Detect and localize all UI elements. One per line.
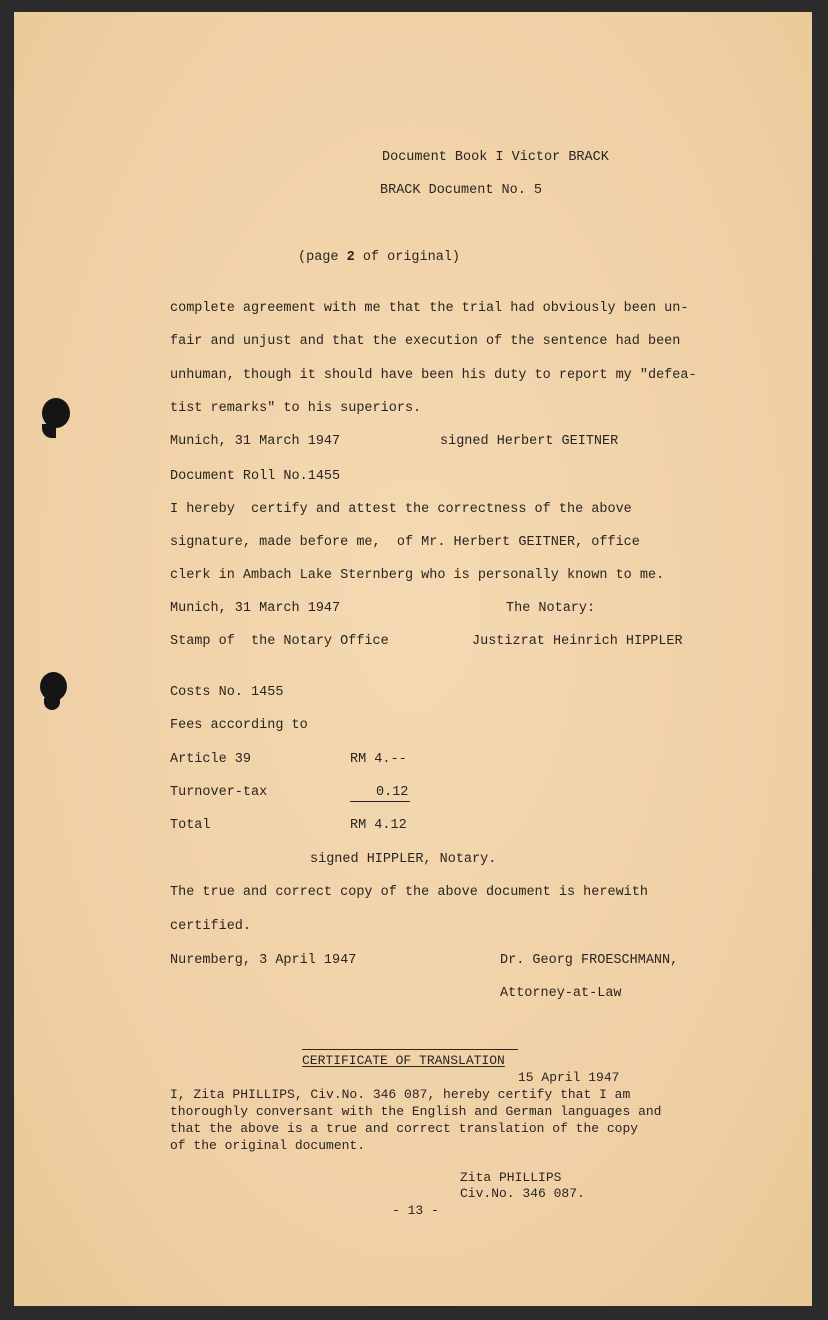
munich-date-1: Munich, 31 March 1947 bbox=[170, 434, 341, 449]
munich-date-2: Munich, 31 March 1947 bbox=[170, 601, 341, 616]
copy-cert-line: The true and correct copy of the above document is herewith bbox=[170, 885, 648, 900]
subtotal-rule bbox=[350, 801, 410, 802]
signed-geitner: signed Herbert GEITNER bbox=[440, 434, 619, 449]
notary-stamp: Stamp of the Notary Office bbox=[170, 634, 389, 649]
translation-line: of the original document. bbox=[170, 1138, 366, 1153]
document-roll: Document Roll No.1455 bbox=[170, 469, 341, 484]
notary-name: Justizrat Heinrich HIPPLER bbox=[472, 634, 683, 649]
fees-label: Fees according to bbox=[170, 718, 308, 733]
document-number: BRACK Document No. 5 bbox=[380, 183, 543, 198]
translation-line: thoroughly conversant with the English and German languages and bbox=[170, 1104, 662, 1119]
cost-row-label: Article 39 bbox=[170, 752, 252, 767]
document-book-title: Document Book I Victor BRACK bbox=[382, 150, 609, 165]
page-prefix: (page bbox=[298, 250, 347, 265]
punch-hole-top-tail bbox=[42, 424, 56, 438]
translator-name: Zita PHILLIPS bbox=[460, 1170, 562, 1185]
translation-line: I, Zita PHILLIPS, Civ.No. 346 087, hereby certify that I am bbox=[170, 1087, 631, 1102]
body-line: fair and unjust and that the execution of the sentence had been bbox=[170, 334, 681, 349]
page-of-original bbox=[298, 250, 460, 266]
translation-date: 15 April 1947 bbox=[518, 1070, 620, 1085]
cost-row-label: Total bbox=[170, 818, 211, 833]
punch-hole-bottom bbox=[40, 672, 67, 701]
page-number-original: 2 bbox=[346, 250, 355, 265]
cost-row-amount: 0.12 bbox=[376, 785, 409, 800]
certify-line: clerk in Ambach Lake Sternberg who is personally known to me. bbox=[170, 568, 665, 583]
nuremberg-date: Nuremberg, 3 April 1947 bbox=[170, 953, 357, 968]
body-line: unhuman, though it should have been his duty to report my "defea- bbox=[170, 368, 697, 383]
certificate-overline bbox=[302, 1049, 518, 1050]
copy-cert-line: certified. bbox=[170, 919, 252, 934]
certify-line: signature, made before me, of Mr. Herbert GEITNER, office bbox=[170, 535, 640, 550]
translator-civ-no: Civ.No. 346 087. bbox=[460, 1186, 585, 1201]
page-suffix: of original) bbox=[354, 250, 461, 265]
signed-hippler: signed HIPPLER, Notary. bbox=[310, 852, 497, 867]
cost-row-amount: RM 4.12 bbox=[350, 818, 407, 833]
page-number: - 13 - bbox=[392, 1203, 439, 1218]
notary-label: The Notary: bbox=[506, 601, 596, 616]
cost-row-label: Turnover-tax bbox=[170, 785, 268, 800]
certify-line: I hereby certify and attest the correctness of the above bbox=[170, 502, 632, 517]
cost-row-amount: RM 4.-- bbox=[350, 752, 407, 767]
body-line: tist remarks" to his superiors. bbox=[170, 401, 422, 416]
certificate-title: CERTIFICATE OF TRANSLATION bbox=[302, 1053, 505, 1068]
body-line: complete agreement with me that the trial had obviously been un- bbox=[170, 301, 689, 316]
document-page bbox=[14, 12, 812, 1306]
punch-hole-bottom-tail bbox=[44, 698, 60, 710]
costs-number: Costs No. 1455 bbox=[170, 685, 284, 700]
attorney-title: Attorney-at-Law bbox=[500, 986, 622, 1001]
translation-line: that the above is a true and correct translation of the copy bbox=[170, 1121, 639, 1136]
attorney-name: Dr. Georg FROESCHMANN, bbox=[500, 953, 679, 968]
